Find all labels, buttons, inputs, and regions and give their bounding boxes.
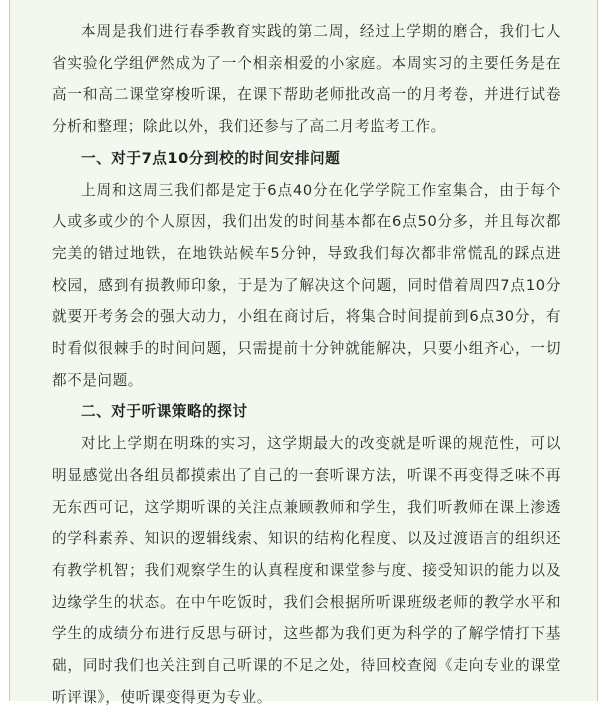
paragraph-schedule: 上周和这周三我们都是定于6点40分在化学学院工作室集合，由于每个人或多或少的个人原因，我们出发的时间基本都在6点50分多，并且每次都完美的错过地铁，在地铁站候车5分钟，导致我们每次都非常慌乱的踩点进校园，感到有损教师印象，于是为了解决这个问题，同时借着周四7点10分就要开考务会的强大动力，小组在商讨后，将集合时间提前到6点30分，有时看似很棘手的时间问题，只需提前十分钟就能解决，只要小组齐心，一切都不是问题。 (52, 181, 561, 389)
section-heading-listening: 二、对于听课策略的探讨 (81, 403, 248, 421)
paragraph-listening: 对比上学期在明珠的实习，这学期最大的改变就是听课的规范性，可以明显感觉出各组员都摸索出了自己的一套听课方法，听课不再变得乏味不再无东西可记，这学期听课的关注点兼顾教师和学生，我们听教师在课上渗透的学科素养、知识的逻辑线索、知识的结构化程度、以及过渡语言的组织还有教学机智；我们观察学生的认真程度和课堂参与度、接受知识的能力以及边缘学生的状态。在中午吃饭时，我们会根据所听课班级老师的教学水平和学生的成绩分布进行反思与研讨，这些都为我们更为科学的了解学情打下基础，同时我们也关注到自己听课的不足之处，待回校查阅《走向专业的课堂听评课》，使听课变得更为专业。 (52, 435, 561, 706)
article-body (9, 0, 598, 706)
section-heading-schedule: 一、对于7点10分到校的时间安排问题 (81, 149, 341, 167)
paragraph-intro: 本周是我们进行春季教育实践的第二周，经过上学期的磨合，我们七人省实验化学组俨然成为了一个相亲相爱的小家庭。本周实习的主要任务是在高一和高二课堂穿梭听课，在课下帮助老师批改高一的月考卷，并进行试卷分析和整理；除此以外，我们还参与了高二月考监考工作。 (52, 23, 561, 136)
